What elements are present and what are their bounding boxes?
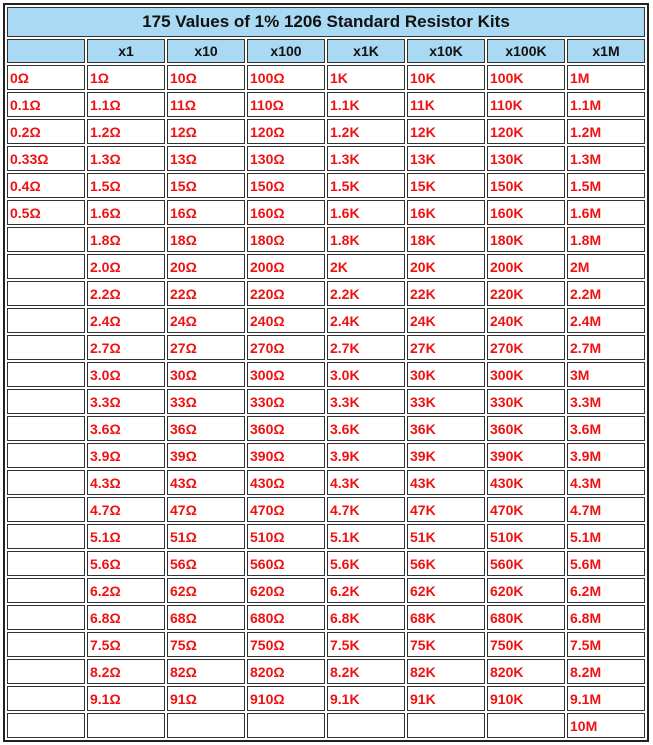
resistor-value-cell	[7, 713, 85, 738]
resistor-value-cell: 2.2K	[327, 281, 405, 306]
resistor-value-cell: 3M	[567, 362, 645, 387]
resistor-value-cell: 4.7K	[327, 497, 405, 522]
resistor-value-cell: 13K	[407, 146, 485, 171]
resistor-value-cell: 1.2Ω	[87, 119, 165, 144]
resistor-value-cell: 2.7M	[567, 335, 645, 360]
resistor-value-cell: 0.5Ω	[7, 200, 85, 225]
resistor-value-cell: 3.0Ω	[87, 362, 165, 387]
resistor-value-cell: 1.6M	[567, 200, 645, 225]
resistor-value-cell: 560Ω	[247, 551, 325, 576]
resistor-value-cell: 2.2M	[567, 281, 645, 306]
resistor-value-cell: 330Ω	[247, 389, 325, 414]
resistor-value-cell: 120K	[487, 119, 565, 144]
resistor-value-cell	[7, 686, 85, 711]
table-row	[7, 686, 645, 711]
resistor-value-cell: 390K	[487, 443, 565, 468]
table-row	[7, 119, 645, 144]
resistor-value-cell: 3.6Ω	[87, 416, 165, 441]
resistor-value-cell: 39Ω	[167, 443, 245, 468]
resistor-value-cell: 110K	[487, 92, 565, 117]
resistor-value-cell: 5.1Ω	[87, 524, 165, 549]
resistor-value-cell: 3.0K	[327, 362, 405, 387]
resistor-value-cell	[7, 497, 85, 522]
resistor-value-cell: 6.2M	[567, 578, 645, 603]
resistor-value-cell: 20K	[407, 254, 485, 279]
resistor-value-cell: 300Ω	[247, 362, 325, 387]
resistor-value-cell: 2.4Ω	[87, 308, 165, 333]
resistor-value-cell	[7, 524, 85, 549]
resistor-value-cell: 6.8Ω	[87, 605, 165, 630]
table-row	[7, 281, 645, 306]
resistor-value-cell: 1.3K	[327, 146, 405, 171]
resistor-value-cell: 910Ω	[247, 686, 325, 711]
resistor-value-cell	[7, 227, 85, 252]
resistor-value-cell: 2.4K	[327, 308, 405, 333]
resistor-value-cell: 7.5M	[567, 632, 645, 657]
resistor-value-cell: 270K	[487, 335, 565, 360]
resistor-value-cell: 68Ω	[167, 605, 245, 630]
resistor-value-cell: 5.6K	[327, 551, 405, 576]
resistor-value-cell: 15K	[407, 173, 485, 198]
table-row	[7, 335, 645, 360]
resistor-value-cell: 1.8K	[327, 227, 405, 252]
resistor-value-cell: 150Ω	[247, 173, 325, 198]
resistor-value-cell: 360Ω	[247, 416, 325, 441]
resistor-value-cell: 91K	[407, 686, 485, 711]
resistor-value-cell: 6.2Ω	[87, 578, 165, 603]
resistor-value-cell: 1.5M	[567, 173, 645, 198]
table-row	[7, 578, 645, 603]
resistor-value-cell: 2.2Ω	[87, 281, 165, 306]
resistor-value-cell: 1.1K	[327, 92, 405, 117]
resistor-value-cell: 4.3M	[567, 470, 645, 495]
resistor-value-cell: 820K	[487, 659, 565, 684]
resistor-value-cell: 820Ω	[247, 659, 325, 684]
resistor-value-cell: 240K	[487, 308, 565, 333]
resistor-value-cell	[7, 362, 85, 387]
resistor-value-cell: 360K	[487, 416, 565, 441]
table-row	[7, 416, 645, 441]
resistor-value-cell	[7, 470, 85, 495]
resistor-value-cell: 43Ω	[167, 470, 245, 495]
resistor-value-cell: 0Ω	[7, 65, 85, 90]
table-row	[7, 65, 645, 90]
resistor-value-cell: 680K	[487, 605, 565, 630]
resistor-value-cell: 510K	[487, 524, 565, 549]
resistor-value-cell: 680Ω	[247, 605, 325, 630]
resistor-value-cell	[7, 416, 85, 441]
resistor-kit-table-frame	[3, 3, 649, 742]
resistor-value-cell	[7, 578, 85, 603]
resistor-value-cell: 47Ω	[167, 497, 245, 522]
resistor-value-cell	[7, 605, 85, 630]
resistor-value-cell: 24Ω	[167, 308, 245, 333]
resistor-value-cell: 510Ω	[247, 524, 325, 549]
resistor-value-cell: 220K	[487, 281, 565, 306]
resistor-value-cell: 2.7K	[327, 335, 405, 360]
resistor-value-cell: 82K	[407, 659, 485, 684]
resistor-value-cell: 5.6Ω	[87, 551, 165, 576]
resistor-value-cell	[7, 632, 85, 657]
resistor-value-cell: 130Ω	[247, 146, 325, 171]
resistor-value-cell: 5.1K	[327, 524, 405, 549]
resistor-value-cell: 8.2M	[567, 659, 645, 684]
resistor-value-cell: 470Ω	[247, 497, 325, 522]
resistor-value-cell: 2.4M	[567, 308, 645, 333]
resistor-value-cell: 27K	[407, 335, 485, 360]
resistor-value-cell: 82Ω	[167, 659, 245, 684]
resistor-value-cell: 1.2M	[567, 119, 645, 144]
table-row	[7, 389, 645, 414]
table-body	[7, 65, 645, 738]
resistor-value-cell: 1.5K	[327, 173, 405, 198]
resistor-value-cell: 27Ω	[167, 335, 245, 360]
resistor-value-cell: 220Ω	[247, 281, 325, 306]
resistor-value-cell: 9.1K	[327, 686, 405, 711]
resistor-value-cell: 36Ω	[167, 416, 245, 441]
resistor-value-cell: 0.1Ω	[7, 92, 85, 117]
resistor-value-cell: 39K	[407, 443, 485, 468]
resistor-value-cell: 620K	[487, 578, 565, 603]
resistor-value-cell: 7.5K	[327, 632, 405, 657]
resistor-value-cell: 9.1M	[567, 686, 645, 711]
column-header: x1M	[567, 39, 645, 63]
resistor-value-cell: 22K	[407, 281, 485, 306]
resistor-value-cell: 1.5Ω	[87, 173, 165, 198]
resistor-value-cell: 10M	[567, 713, 645, 738]
table-row	[7, 173, 645, 198]
resistor-value-cell: 6.8M	[567, 605, 645, 630]
resistor-value-cell: 270Ω	[247, 335, 325, 360]
resistor-value-cell: 390Ω	[247, 443, 325, 468]
table-title: 175 Values of 1% 1206 Standard Resistor Kits	[7, 7, 645, 37]
header-row	[7, 39, 645, 63]
table-row	[7, 308, 645, 333]
resistor-value-cell: 200Ω	[247, 254, 325, 279]
table-row	[7, 713, 645, 738]
resistor-value-cell: 4.7Ω	[87, 497, 165, 522]
resistor-values-table	[5, 5, 647, 740]
table-row	[7, 362, 645, 387]
table-row	[7, 659, 645, 684]
resistor-value-cell	[407, 713, 485, 738]
resistor-value-cell: 160K	[487, 200, 565, 225]
resistor-value-cell: 1.1M	[567, 92, 645, 117]
resistor-value-cell: 11K	[407, 92, 485, 117]
resistor-value-cell: 240Ω	[247, 308, 325, 333]
resistor-value-cell: 2K	[327, 254, 405, 279]
table-row	[7, 632, 645, 657]
table-row	[7, 497, 645, 522]
table-row	[7, 605, 645, 630]
resistor-value-cell: 7.5Ω	[87, 632, 165, 657]
resistor-value-cell: 1.6Ω	[87, 200, 165, 225]
resistor-value-cell: 11Ω	[167, 92, 245, 117]
resistor-value-cell: 1Ω	[87, 65, 165, 90]
resistor-value-cell: 1.3M	[567, 146, 645, 171]
column-header: x1	[87, 39, 165, 63]
resistor-value-cell: 10Ω	[167, 65, 245, 90]
resistor-value-cell	[487, 713, 565, 738]
resistor-value-cell: 150K	[487, 173, 565, 198]
resistor-value-cell: 36K	[407, 416, 485, 441]
resistor-value-cell	[7, 335, 85, 360]
resistor-value-cell	[7, 281, 85, 306]
resistor-value-cell: 1.3Ω	[87, 146, 165, 171]
resistor-value-cell	[7, 254, 85, 279]
resistor-value-cell	[7, 659, 85, 684]
resistor-value-cell: 180Ω	[247, 227, 325, 252]
resistor-value-cell: 1.8M	[567, 227, 645, 252]
resistor-value-cell: 51Ω	[167, 524, 245, 549]
resistor-value-cell: 18K	[407, 227, 485, 252]
resistor-value-cell: 62Ω	[167, 578, 245, 603]
resistor-value-cell: 2.7Ω	[87, 335, 165, 360]
resistor-value-cell: 9.1Ω	[87, 686, 165, 711]
resistor-value-cell: 110Ω	[247, 92, 325, 117]
resistor-value-cell: 3.3Ω	[87, 389, 165, 414]
resistor-value-cell: 51K	[407, 524, 485, 549]
resistor-value-cell: 2.0Ω	[87, 254, 165, 279]
resistor-value-cell: 16K	[407, 200, 485, 225]
resistor-value-cell: 56K	[407, 551, 485, 576]
resistor-value-cell: 3.9K	[327, 443, 405, 468]
resistor-value-cell: 68K	[407, 605, 485, 630]
table-row	[7, 227, 645, 252]
table-row	[7, 200, 645, 225]
resistor-value-cell: 33Ω	[167, 389, 245, 414]
resistor-value-cell: 18Ω	[167, 227, 245, 252]
resistor-value-cell: 3.9M	[567, 443, 645, 468]
resistor-value-cell: 8.2Ω	[87, 659, 165, 684]
resistor-value-cell: 3.3K	[327, 389, 405, 414]
resistor-value-cell: 160Ω	[247, 200, 325, 225]
resistor-value-cell: 430Ω	[247, 470, 325, 495]
resistor-value-cell: 430K	[487, 470, 565, 495]
column-header: x10	[167, 39, 245, 63]
resistor-value-cell	[7, 308, 85, 333]
resistor-value-cell: 620Ω	[247, 578, 325, 603]
resistor-value-cell: 33K	[407, 389, 485, 414]
resistor-value-cell: 30K	[407, 362, 485, 387]
resistor-value-cell: 0.4Ω	[7, 173, 85, 198]
resistor-value-cell: 3.3M	[567, 389, 645, 414]
header-cell-blank	[7, 39, 85, 63]
resistor-value-cell: 12Ω	[167, 119, 245, 144]
resistor-value-cell: 330K	[487, 389, 565, 414]
resistor-value-cell: 15Ω	[167, 173, 245, 198]
resistor-value-cell: 3.6M	[567, 416, 645, 441]
resistor-value-cell: 1.2K	[327, 119, 405, 144]
resistor-value-cell: 30Ω	[167, 362, 245, 387]
resistor-value-cell: 1K	[327, 65, 405, 90]
table-row	[7, 146, 645, 171]
resistor-value-cell: 43K	[407, 470, 485, 495]
table-row	[7, 470, 645, 495]
resistor-value-cell: 180K	[487, 227, 565, 252]
resistor-value-cell: 75Ω	[167, 632, 245, 657]
column-header: x100	[247, 39, 325, 63]
resistor-value-cell: 1.6K	[327, 200, 405, 225]
resistor-value-cell: 22Ω	[167, 281, 245, 306]
resistor-value-cell: 4.3K	[327, 470, 405, 495]
resistor-value-cell	[87, 713, 165, 738]
resistor-value-cell: 62K	[407, 578, 485, 603]
resistor-value-cell	[7, 443, 85, 468]
resistor-value-cell	[327, 713, 405, 738]
table-row	[7, 551, 645, 576]
resistor-value-cell: 3.9Ω	[87, 443, 165, 468]
resistor-value-cell	[247, 713, 325, 738]
resistor-value-cell	[7, 389, 85, 414]
resistor-value-cell: 750K	[487, 632, 565, 657]
resistor-value-cell: 10K	[407, 65, 485, 90]
resistor-value-cell: 47K	[407, 497, 485, 522]
resistor-value-cell: 560K	[487, 551, 565, 576]
resistor-value-cell: 1.1Ω	[87, 92, 165, 117]
resistor-value-cell: 750Ω	[247, 632, 325, 657]
resistor-value-cell: 91Ω	[167, 686, 245, 711]
resistor-value-cell: 5.6M	[567, 551, 645, 576]
resistor-value-cell: 100K	[487, 65, 565, 90]
resistor-value-cell: 16Ω	[167, 200, 245, 225]
resistor-value-cell: 300K	[487, 362, 565, 387]
resistor-value-cell: 24K	[407, 308, 485, 333]
column-header: x1K	[327, 39, 405, 63]
resistor-value-cell: 5.1M	[567, 524, 645, 549]
resistor-value-cell: 6.2K	[327, 578, 405, 603]
table-row	[7, 254, 645, 279]
resistor-value-cell: 0.2Ω	[7, 119, 85, 144]
resistor-value-cell: 4.7M	[567, 497, 645, 522]
resistor-value-cell: 20Ω	[167, 254, 245, 279]
resistor-value-cell: 6.8K	[327, 605, 405, 630]
resistor-value-cell: 200K	[487, 254, 565, 279]
resistor-value-cell: 910K	[487, 686, 565, 711]
resistor-value-cell	[167, 713, 245, 738]
resistor-value-cell: 4.3Ω	[87, 470, 165, 495]
resistor-value-cell: 1.8Ω	[87, 227, 165, 252]
resistor-value-cell: 100Ω	[247, 65, 325, 90]
table-row	[7, 524, 645, 549]
column-header: x10K	[407, 39, 485, 63]
resistor-value-cell: 0.33Ω	[7, 146, 85, 171]
resistor-value-cell: 120Ω	[247, 119, 325, 144]
resistor-value-cell: 3.6K	[327, 416, 405, 441]
resistor-value-cell: 75K	[407, 632, 485, 657]
resistor-value-cell: 1M	[567, 65, 645, 90]
resistor-value-cell: 470K	[487, 497, 565, 522]
table-row	[7, 443, 645, 468]
resistor-value-cell: 8.2K	[327, 659, 405, 684]
resistor-value-cell: 13Ω	[167, 146, 245, 171]
resistor-value-cell: 130K	[487, 146, 565, 171]
resistor-value-cell: 12K	[407, 119, 485, 144]
column-header: x100K	[487, 39, 565, 63]
table-row	[7, 92, 645, 117]
resistor-value-cell: 2M	[567, 254, 645, 279]
resistor-value-cell	[7, 551, 85, 576]
resistor-value-cell: 56Ω	[167, 551, 245, 576]
